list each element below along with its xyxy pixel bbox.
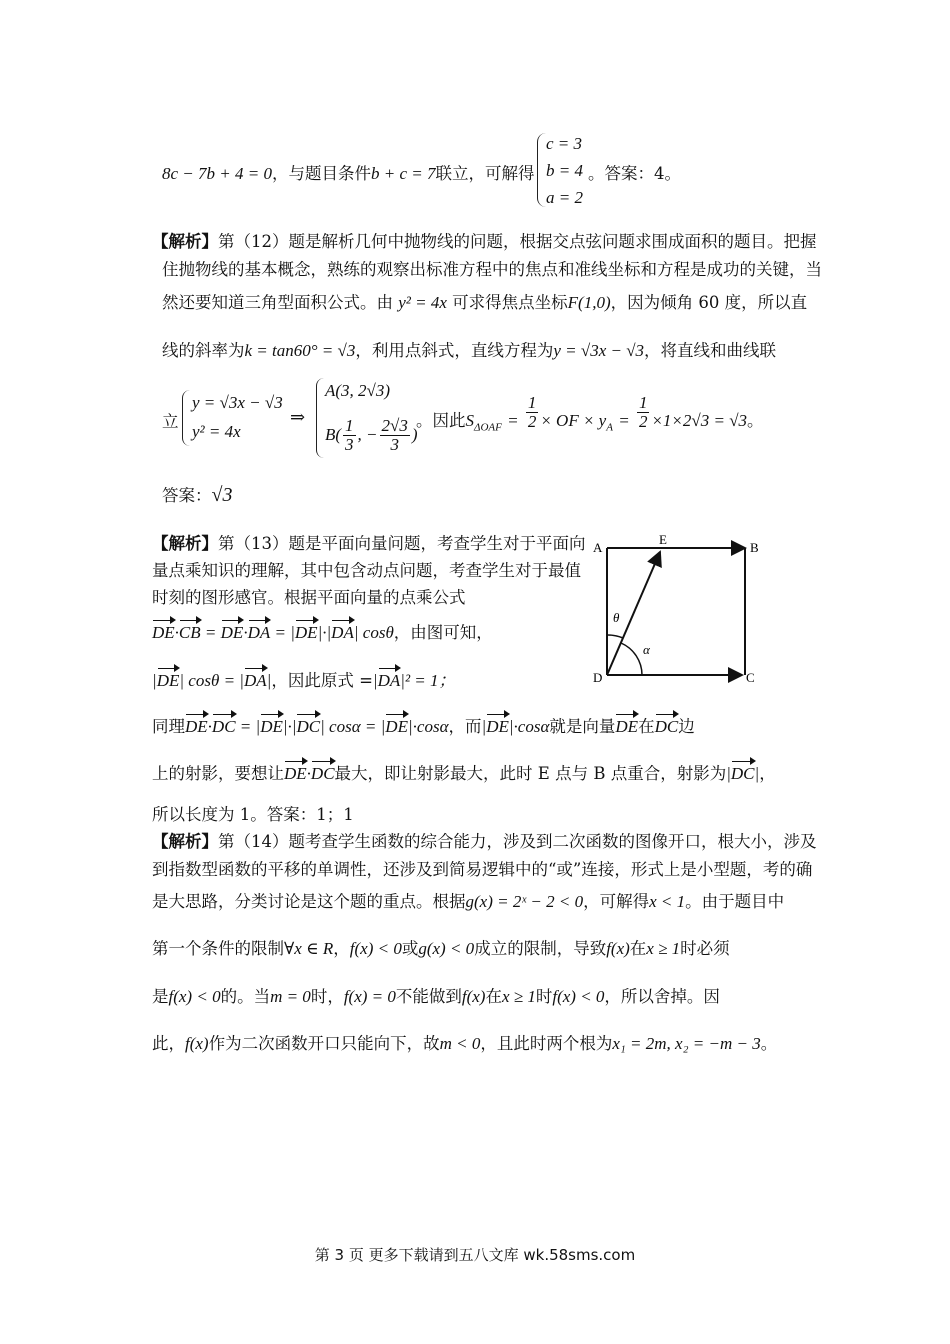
point-A: A(3, 2√3)	[325, 381, 391, 400]
sec13-line-6: |DE| cosθ = |DA|，因此原式 =|DA|² = 1；	[152, 671, 456, 690]
sec14-line-2: 到指数型函数的平移的单调性，还涉及到简易逻辑中的“或”连接，形式上是小型题，考的确	[152, 860, 813, 879]
sys-eq-1: y = √3x − √3	[192, 393, 283, 412]
sec13-line-7: 同理DE·DC = |DE|·|DC| cosα = |DE|·cosα，而|DE|·cosα就是向量DE在DC边	[152, 717, 695, 736]
system-row-2: b = 4	[546, 161, 583, 180]
sec13-formula: DE·CB = DE·DA = |DE|·|DA| cosθ，由图可知，	[152, 623, 493, 642]
sec13-line-3: 时刻的图形感官。根据平面向量的点乘公式	[152, 588, 466, 607]
sec13-answer: 所以长度为 1。答案：1；1	[152, 805, 354, 824]
sec14-line-3: 是大思路，分类讨论是这个题的重点。根据g(x) = 2ˣ − 2 < 0，可解得x < 1。由于题目中	[152, 892, 785, 911]
sec13-line-2: 量点乘知识的理解，其中包含动点问题，考查学生对于最值	[152, 561, 581, 580]
sec12-line-4: 线的斜率为k = tan60° = √3，利用点斜式，直线方程为y = √3x − √3，将直线和曲线联	[162, 341, 777, 360]
sec14-line-4: 第一个条件的限制∀x ∈ R，f(x) < 0或g(x) < 0成立的限制，导致f(x)在x ≥ 1时必须	[152, 939, 730, 958]
label-alpha: α	[643, 642, 650, 657]
sec14-line-1: 【解析】第（14）题考查学生函数的综合能力，涉及到二次函数的图像开口，根大小，涉及	[152, 832, 817, 851]
label-D: D	[593, 670, 603, 685]
system-row-3: a = 2	[546, 188, 583, 207]
sec13-line-1: 【解析】第（13）题是平面向量问题，考查学生对于平面向	[152, 534, 586, 553]
sec14-line-5: 是f(x) < 0的。当m = 0时，f(x) = 0不能做到f(x)在x ≥ 1时f(x) < 0，所以舍掉。因	[152, 987, 720, 1006]
sec12-line-2: 住抛物线的基本概念，熟练的观察出标准方程中的焦点和准线坐标和方程是成功的关键，当	[162, 260, 822, 279]
system-brace	[316, 378, 324, 458]
angle-alpha-arc	[621, 643, 642, 675]
system-brace	[182, 390, 190, 446]
area-formula: 。因此$S_{\Delta OAF}$ = $\frac{1}{2}$ × OF × $y_A$ = $\frac{1}{2}$ ×1×2√3 = √3。	[416, 393, 764, 434]
system-row-1: c = 3	[546, 134, 583, 153]
point-B: B( $\frac{1}{3}$ , − $\frac{2√3}{3}$ )	[325, 416, 418, 454]
implies-arrow: ⇒	[290, 407, 306, 428]
sec12-answer: 答案：√3	[162, 484, 233, 506]
sec12-line-3: 然还要知道三角型面积公式。由 y² = 4x 可求得焦点坐标F(1,0)，因为倾角 60 度，所以直	[162, 293, 808, 312]
sec14-line-6: 此，f(x)作为二次函数开口只能向下，故m < 0，且此时两个根为x₁ = 2m, x₂ = −m − 3。	[152, 1034, 778, 1053]
sec13-line-8: 上的射影，要想让DE·DC最大，即让射影最大，此时 E 点与 B 点重合，射影为|DC|，	[152, 764, 776, 783]
label-theta: θ	[613, 610, 620, 625]
label-C: C	[746, 670, 755, 685]
sec11-answer: 。答案：4。	[588, 164, 681, 183]
angle-theta-arc	[607, 635, 623, 638]
label-B: B	[750, 540, 759, 555]
label-A: A	[593, 540, 603, 555]
page-footer: 第 3 页 更多下载请到五八文库 wk.58sms.com	[314, 1246, 636, 1264]
sec12-line-1: 【解析】第（12）题是解析几何中抛物线的问题，根据交点弦问题求围成面积的题目。把握	[152, 232, 817, 251]
label-E: E	[659, 532, 667, 547]
sys-eq-2: y² = 4x	[192, 422, 241, 441]
vector-square-diagram	[585, 530, 775, 690]
sec12-li-label: 立	[162, 412, 179, 431]
sec11-line: 8c − 7b + 4 = 0，与题目条件b + c = 7联立，可解得	[162, 164, 535, 183]
